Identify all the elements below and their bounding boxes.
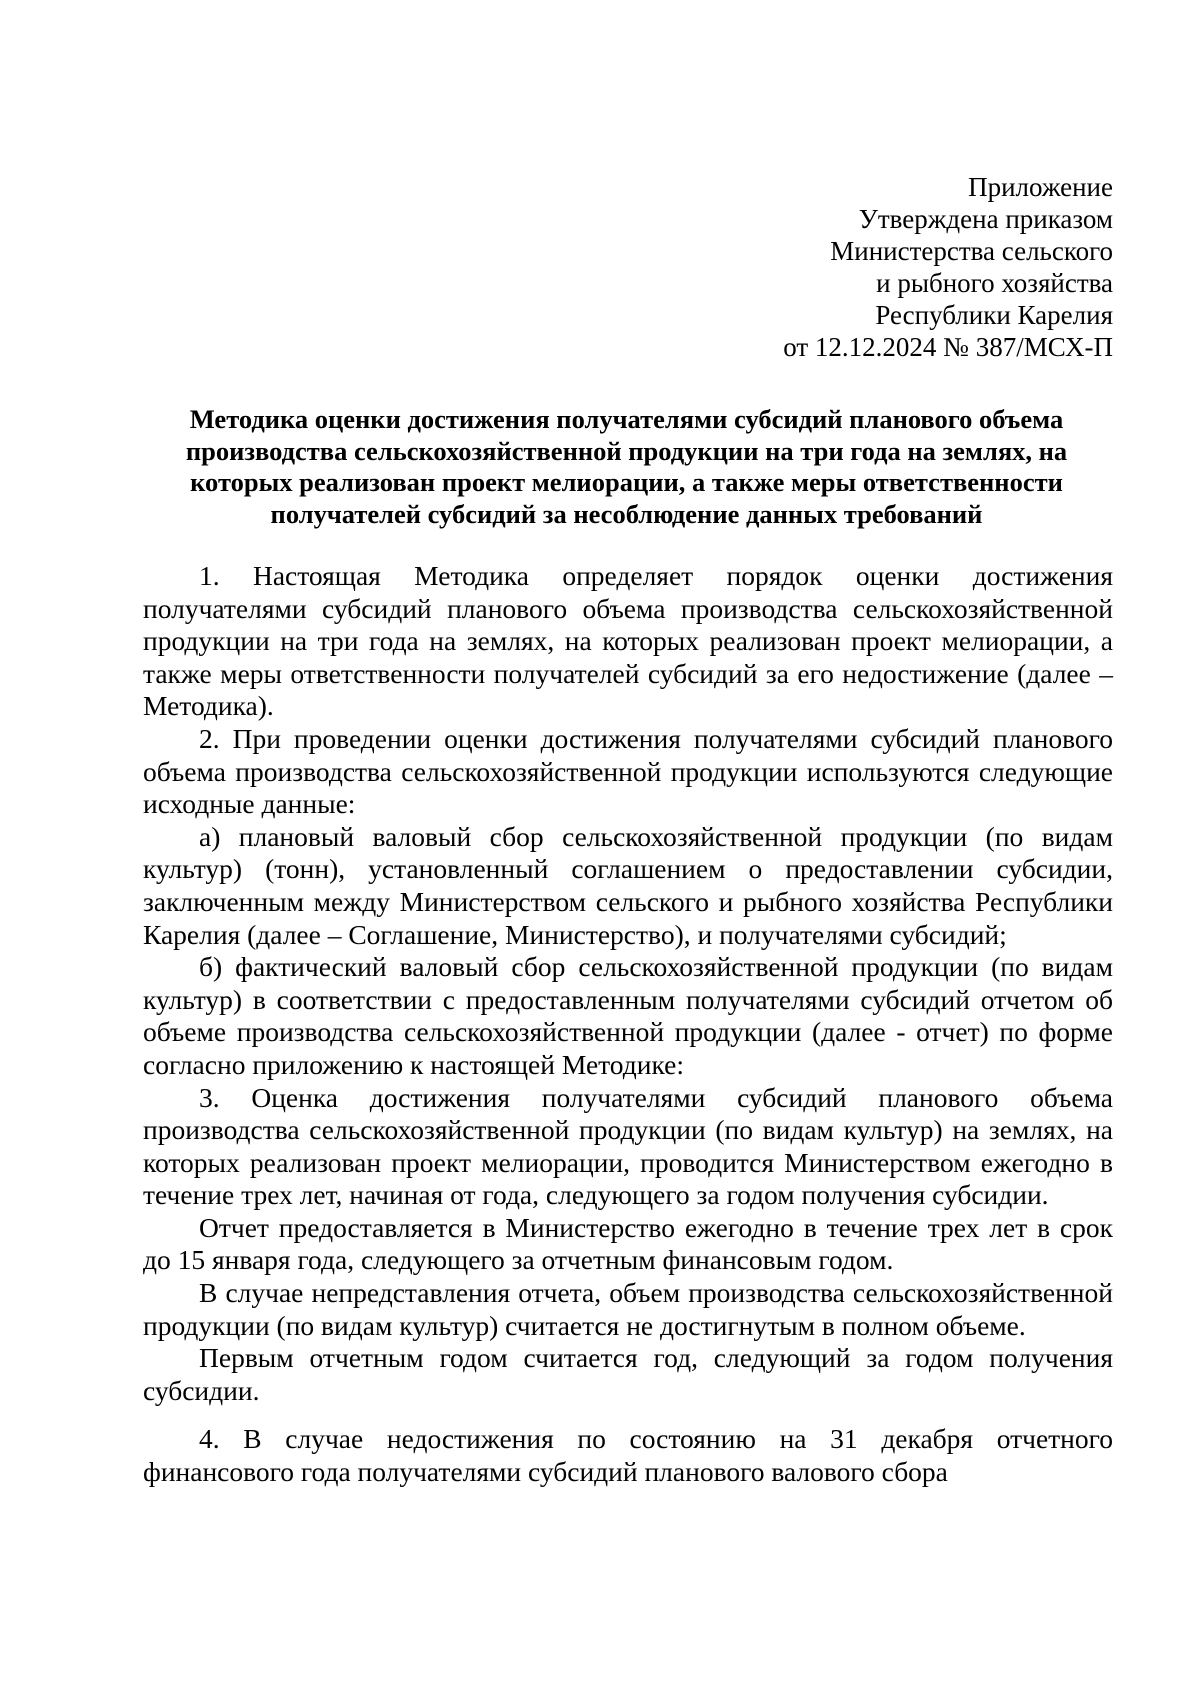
header-line-fisheries: и рыбного хозяйства (876, 268, 1113, 298)
paragraph-1: 1. Настоящая Методика определяет порядок оценки достижения получателями субсидий планового объема производства сельскохозяйственной продукции на три года на землях, на которых реализован проект мелиорации, а также меры ответственности получателей субсидий за его недостижение (далее – Методика). (143, 560, 1113, 722)
title-line: получателей субсидий за несоблюдение данных требований (270, 498, 983, 529)
paragraph-report-deadline: Отчет предоставляется в Министерство ежегодно в течение трех лет в срок до 15 января года, следующего за отчетным финансовым годом. (143, 1211, 1113, 1276)
header-line-ministry: Министерства сельского (830, 236, 1113, 266)
paragraph-2a: а) плановый валовый сбор сельскохозяйственной продукции (по видам культур) (тонн), установленный соглашением о предоставлении субсидии, заключенным между Министерством сельского и рыбного хозяйства Республики Карелия (далее – Соглашение, Министерство), и получателями субсидий; (143, 820, 1113, 950)
header-line-appendix: Приложение (968, 172, 1113, 202)
document-title (140, 404, 1113, 530)
paragraph-first-reporting-year: Первым отчетным годом считается год, следующий за годом получения субсидии. (143, 1342, 1113, 1406)
header-line-order-number: от 12.12.2024 № 387/МСХ-П (783, 332, 1113, 362)
paragraph-non-submission: В случае непредставления отчета, объем производства сельскохозяйственной продукции (по видам культур) считается не достигнутым в полном объеме. (143, 1277, 1113, 1341)
paragraph-3: 3. Оценка достижения получателями субсидий планового объема производства сельскохозяйственной продукции (по видам культур) на землях, на которых реализован проект мелиорации, проводится Министерством ежегодно в течение трех лет, начиная от года, следующего за годом получения субсидии. (143, 1081, 1113, 1211)
title-line: Методика оценки достижения получателями субсидий планового объема (189, 404, 1064, 434)
document-body (143, 560, 1113, 1489)
paragraph-2: 2. При проведении оценки достижения получателями субсидий планового объема производства сельскохозяйственной продукции используются следующие исходные данные: (143, 722, 1113, 820)
header-line-republic: Республики Карелия (875, 300, 1113, 330)
paragraph-4: 4. В случае недостижения по состоянию на 31 декабря отчетного финансового года получателями субсидий планового валового сбора (143, 1423, 1113, 1488)
title-line: которых реализован проект мелиорации, а также меры ответственности (190, 467, 1063, 497)
approval-header (593, 171, 1113, 363)
paragraph-2b: б) фактический валовый сбор сельскохозяйственной продукции (по видам культур) в соответствии с предоставленным получателями субсидий отчетом об объеме производства сельскохозяйственной продукции (далее - отчет) по форме согласно приложению к настоящей Методике: (143, 951, 1113, 1080)
header-line-approved: Утверждена приказом (858, 204, 1113, 234)
title-line: производства сельскохозяйственной продукции на три года на землях, на (185, 435, 1068, 466)
